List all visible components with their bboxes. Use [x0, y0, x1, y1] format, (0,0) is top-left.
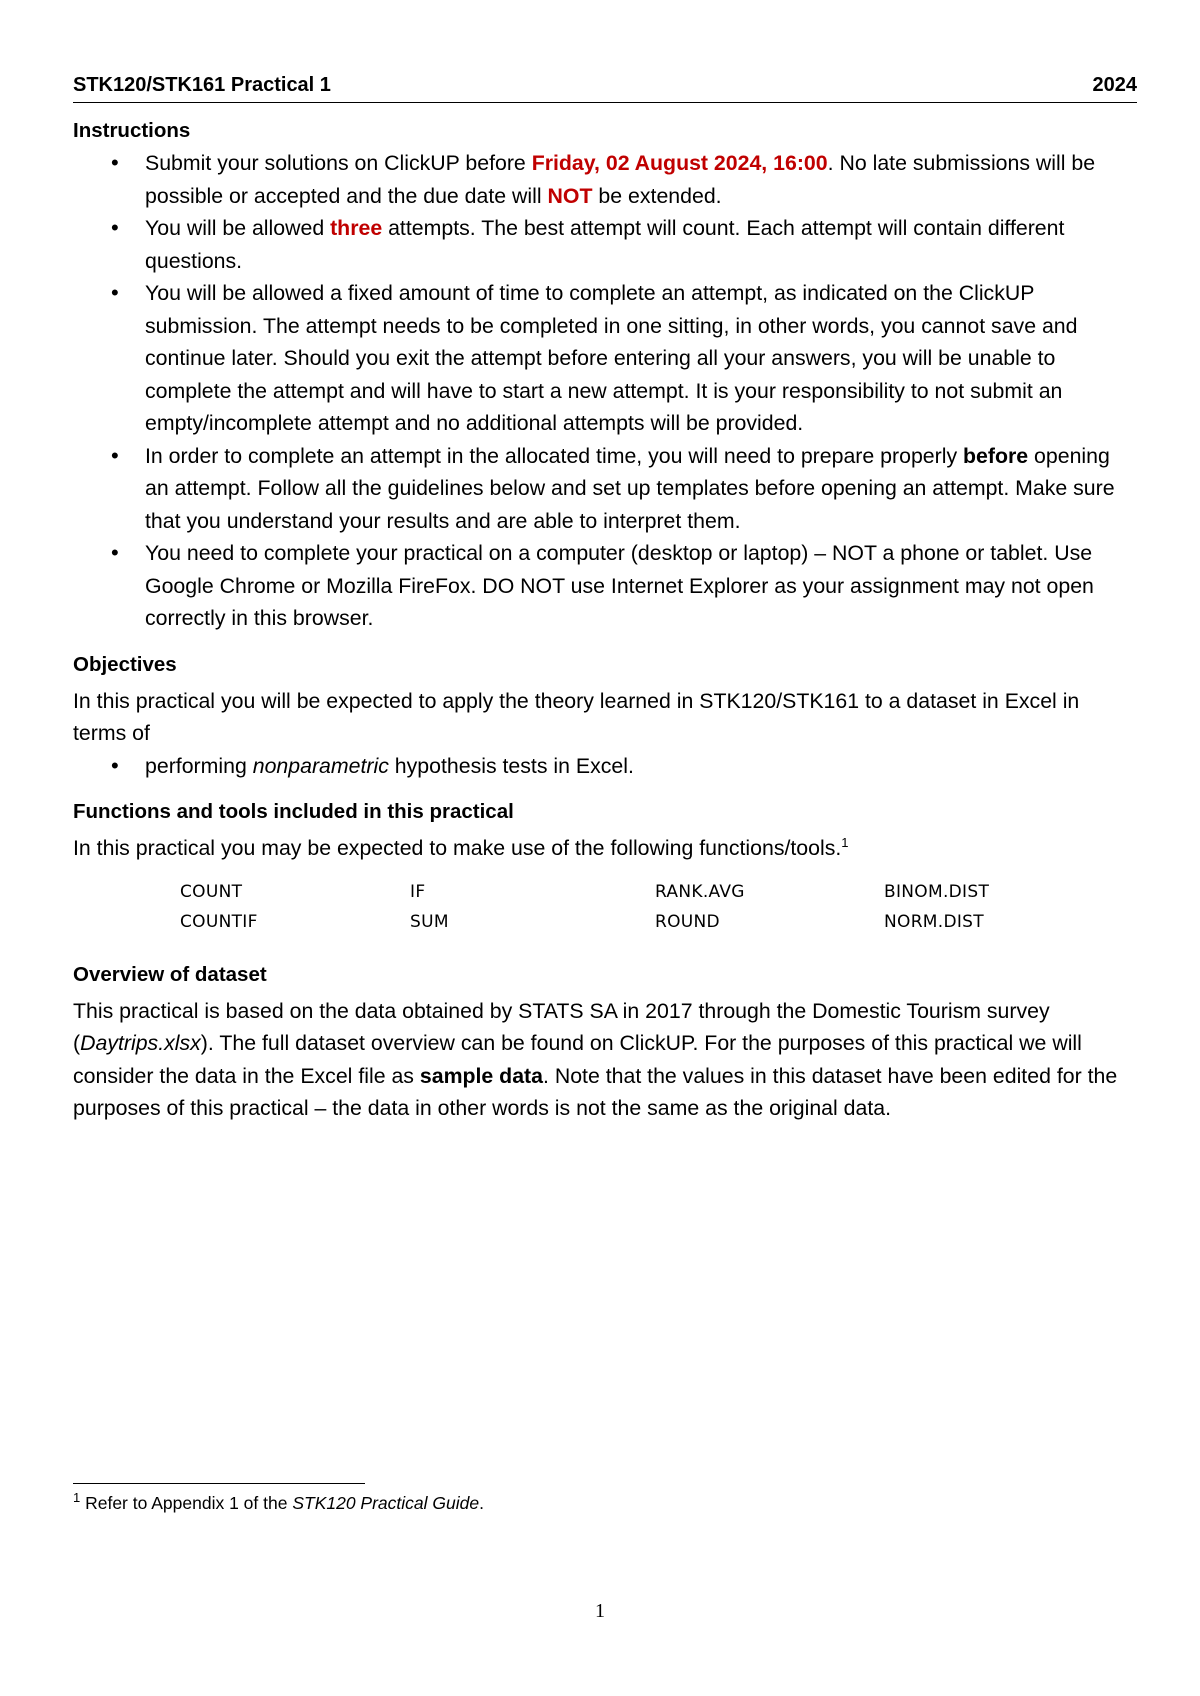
instructions-section — [73, 115, 1137, 635]
list-item: • In order to complete an attempt in the allocated time, you will need to prepare properly before opening an attempt. Follow all the guidelines below and set up templates before opening an attempt. Make sure that you understand your results and are able to interpret them. — [73, 440, 1137, 538]
objectives-heading: Objectives — [73, 652, 177, 676]
functions-section — [73, 796, 1137, 937]
function-name: IF — [410, 881, 426, 902]
deadline-text: Friday, 02 August 2024, 16:00 — [531, 151, 828, 175]
page-number: 1 — [595, 1600, 605, 1622]
footnote-ref: 1 — [841, 834, 849, 850]
list-item: • performing nonparametric hypothesis tests in Excel. — [73, 750, 1137, 783]
table-row — [180, 877, 1137, 907]
list-item: • Submit your solutions on ClickUP before Friday, 02 August 2024, 16:00. No late submissions will be possible or accepted and the due date will NOT be extended. — [73, 147, 1137, 212]
dataset-filename: Daytrips.xlsx — [80, 1031, 201, 1055]
list-item: • You will be allowed a fixed amount of time to complete an attempt, as indicated on the ClickUP submission. The attempt needs to be completed in one sitting, in other words, you cannot save and continue later. Should you exit the attempt before entering all your answers, you will be unable to complete the attempt and will have to start a new attempt. It is your responsibility to not submit an empty/incomplete attempt and no additional attempts will be provided. — [73, 277, 1137, 440]
list-item: • You will be allowed three attempts. The best attempt will count. Each attempt will contain different questions. — [73, 212, 1137, 277]
list-item: • You need to complete your practical on a computer (desktop or laptop) – NOT a phone or tablet. Use Google Chrome or Mozilla FireFox. DO NOT use Internet Explorer as your assignment may not open correctly in this browser. — [73, 537, 1137, 635]
objectives-list — [73, 750, 1137, 783]
dataset-heading: Overview of dataset — [73, 962, 267, 986]
function-name: SUM — [410, 911, 449, 932]
page-content — [73, 115, 1137, 1125]
course-title: STK120/STK161 Practical 1 — [73, 74, 331, 96]
page-header — [73, 72, 1137, 103]
instructions-heading: Instructions — [73, 119, 191, 142]
function-name: RANK.AVG — [655, 881, 745, 902]
dataset-section — [73, 959, 1137, 1125]
footnote-marker: 1 — [73, 1490, 81, 1506]
attempts-emphasis: three — [330, 216, 383, 240]
header-year: 2024 — [1092, 74, 1137, 96]
nonparametric-emphasis: nonparametric — [252, 753, 389, 778]
footnote: $^1$ Refer to Appendix 1 of the STK120 Practical Guide. — [73, 1490, 484, 1513]
before-emphasis: before — [963, 443, 1029, 468]
table-row — [180, 907, 1137, 937]
function-name: NORM.DIST — [884, 911, 984, 932]
function-name: BINOM.DIST — [884, 881, 990, 902]
functions-table — [180, 877, 1137, 937]
not-emphasis: NOT — [547, 183, 593, 208]
sample-data-emphasis: sample data — [419, 1063, 543, 1088]
objectives-text: In this practical you will be expected to apply the theory learned in STK120/STK161 to a dataset in Excel in terms of — [73, 688, 1080, 745]
function-name: COUNTIF — [180, 911, 258, 932]
function-name: ROUND — [655, 911, 720, 932]
objectives-section — [73, 649, 1137, 783]
dataset-text: This practical is based on the data obtained by STATS SA in 2017 through the Domestic Tourism survey (Daytrips.xlsx). The full dataset overview can be found on ClickUP. For the purposes of this practical we will consider the data in the Excel file as sample data. Note that the values in this dataset have been edited for the purposes of this practical – the data in other words is not the same as the original data. — [73, 998, 1118, 1120]
functions-text: In this practical you may be expected to make use of the following functions/tools.$^1$ — [73, 834, 849, 860]
instructions-list — [73, 147, 1137, 635]
guide-title: STK120 Practical Guide — [292, 1493, 480, 1513]
footnote-separator — [73, 1483, 365, 1484]
functions-heading: Functions and tools included in this practical — [73, 800, 514, 823]
function-name: COUNT — [180, 881, 243, 902]
